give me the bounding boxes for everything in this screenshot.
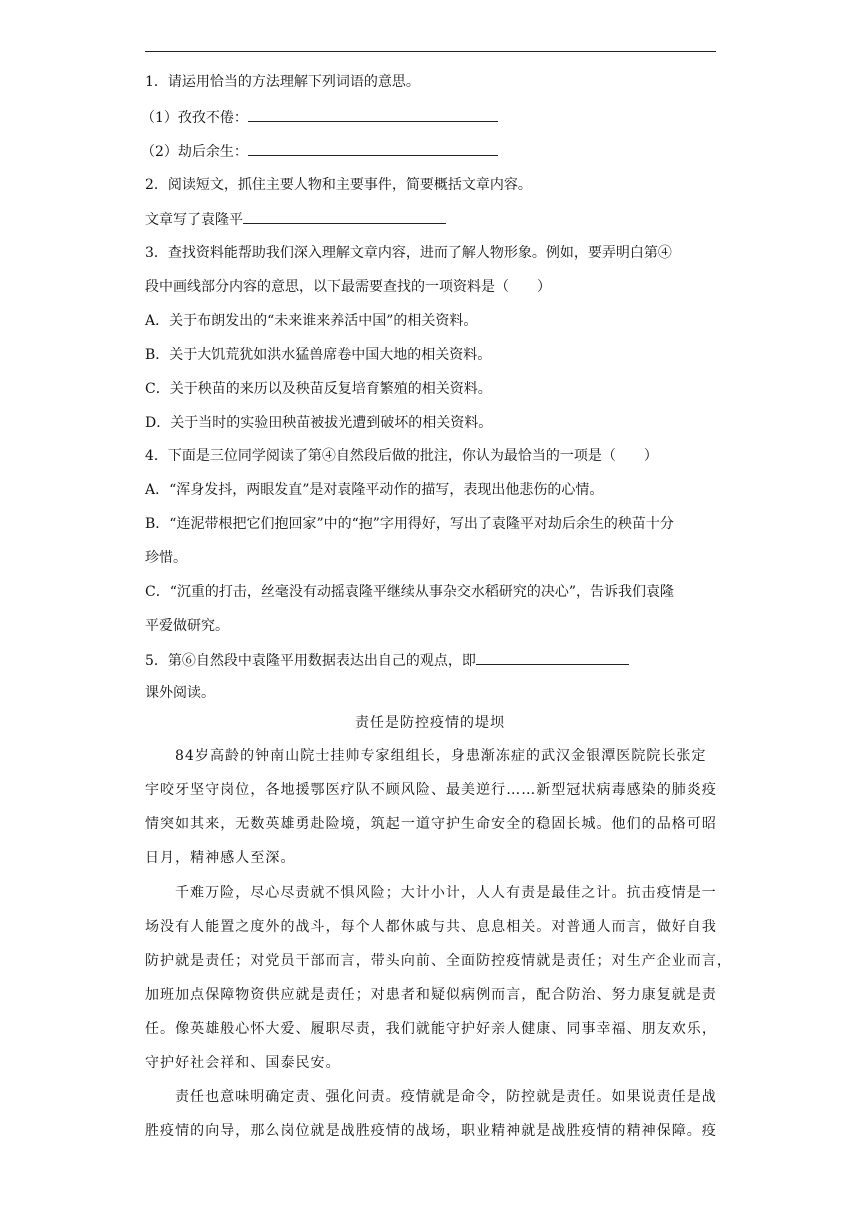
q1-item-2-label: （2）劫后余生：: [141, 144, 248, 160]
q2-lead: 文章写了袁隆平: [145, 212, 243, 228]
q5-stem: 5．第⑥自然段中袁隆平用数据表达出自己的观点，即: [145, 653, 476, 669]
q4-option-c-line-1: C．“沉重的打击，丝毫没有动摇袁隆平继续从事杂交水稻研究的决心”，告诉我们袁隆: [145, 584, 675, 600]
q1-answer-blank-1[interactable]: [248, 107, 498, 122]
q2-answer-line: [145, 209, 446, 230]
q4-option-a: A．“浑身发抖，两眼发直”是对袁隆平动作的描写，表现出他悲伤的心情。: [145, 482, 604, 498]
q3-option-c: C．关于秧苗的来历以及秧苗反复培育繁殖的相关资料。: [145, 381, 492, 397]
q3-option-d: D．关于当时的实验田秧苗被拔光遭到破坏的相关资料。: [145, 415, 493, 431]
article-p2-line: 场没有人能置之度外的战斗，每个人都休戚与共、息息相关。对普通人而言，做好自我: [145, 919, 717, 935]
q3-option-a: A．关于布朗发出的“未来谁来养活中国”的相关资料。: [145, 313, 478, 329]
q1-item-1: [141, 107, 498, 128]
article-title: 责任是防控疫情的堤坝: [355, 715, 505, 731]
article-p1-line: 84岁高龄的钟南山院士挂帅专家组组长，身患渐冻症的武汉金银潭医院院长张定: [175, 748, 707, 764]
article-p2-line: 千难万险，尽心尽责就不惧风险；大计小计，人人有责是最佳之计。抗击疫情是一: [175, 885, 717, 901]
header-rule: [145, 51, 716, 52]
extra-reading-label: 课外阅读。: [145, 685, 215, 701]
article-p3-line: 胜疫情的向导，那么岗位就是战胜疫情的战场，职业精神就是战胜疫情的精神保障。疫: [145, 1123, 717, 1139]
q3-option-b: B．关于大饥荒犹如洪水猛兽席卷中国大地的相关资料。: [145, 347, 492, 363]
article-p2-line: 守护好社会祥和、国泰民安。: [145, 1055, 341, 1071]
q5-line: [145, 650, 629, 671]
q5-answer-blank[interactable]: [476, 650, 629, 665]
q1-item-1-label: （1）孜孜不倦：: [141, 110, 248, 126]
article-p2-line: 加班加点保障物资供应就是责任；对患者和疑似病例而言，配合防治、努力康复就是责: [145, 987, 717, 1003]
q4-option-b-line-2: 珍惜。: [145, 550, 187, 566]
article-p2-line: 防护就是责任；对党员干部而言，带头向前、全面防控疫情就是责任；对生产企业而言，: [145, 953, 732, 969]
q4-option-b-line-1: B．“连泥带根把它们抱回家”中的“抱”字用得好，写出了袁隆平对劫后余生的秧苗十分: [145, 516, 674, 532]
q2-answer-blank[interactable]: [243, 209, 446, 224]
q4-stem: 4．下面是三位同学阅读了第④自然段后做的批注，你认为最恰当的一项是（ ）: [145, 448, 658, 464]
q2-stem: 2．阅读短文，抓住主要人物和主要事件，简要概括文章内容。: [145, 177, 532, 193]
article-p1-line: 情突如其来，无数英雄勇赴险境，筑起一道守护生命安全的稳固长城。他们的品格可昭: [145, 816, 717, 832]
q1-item-2: [141, 141, 498, 162]
article-p3-line: 责任也意味明确定责、强化问责。疫情就是命令，防控就是责任。如果说责任是战: [175, 1089, 717, 1105]
article-p1-line: 宇咬牙坚守岗位，各地援鄂医疗队不顾风险、最美逆行……新型冠状病毒感染的肺炎疫: [145, 782, 717, 798]
article-p1-line: 日月，精神感人至深。: [145, 850, 296, 866]
q3-stem-line-1: 3．查找资料能帮助我们深入理解文章内容，进而了解人物形象。例如，要弄明白第④: [145, 245, 672, 261]
q4-option-c-line-2: 平爱做研究。: [145, 618, 229, 634]
q1-stem: 1．请运用恰当的方法理解下列词语的意思。: [145, 74, 420, 90]
article-p2-line: 任。像英雄般心怀大爱、履职尽责，我们就能守护好亲人健康、同事幸福、朋友欢乐，: [145, 1021, 717, 1037]
q1-answer-blank-2[interactable]: [248, 141, 498, 156]
q3-stem-line-2: 段中画线部分内容的意思，以下最需要查找的一项资料是（ ）: [145, 279, 551, 295]
